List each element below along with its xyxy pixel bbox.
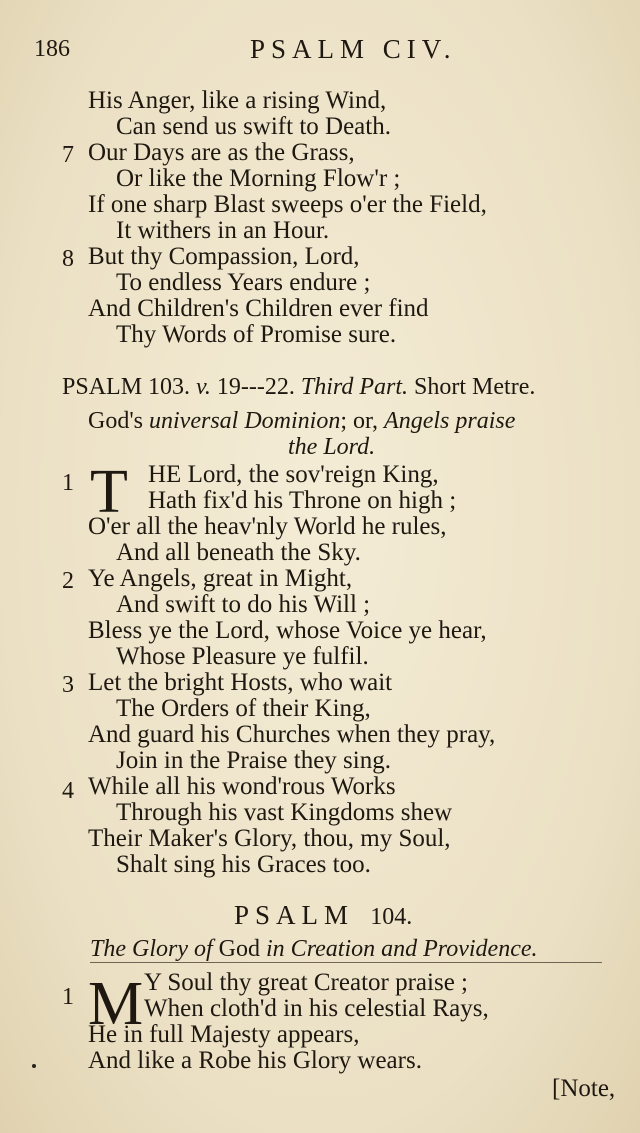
verse-line: When cloth'd in his celestial Rays,: [144, 995, 489, 1022]
subtitle-part: Angels praise: [384, 408, 516, 434]
verse-line: And like a Robe his Glory wears.: [88, 1047, 422, 1074]
verse-number: 1: [62, 984, 74, 1010]
psalm-subtitle: [90, 936, 538, 962]
psalm-subtitle: [88, 408, 515, 434]
verse-line: Hath fix'd his Throne on high ;: [148, 487, 457, 514]
verse-line: Ye Angels, great in Might,: [88, 565, 353, 592]
verse-line: O'er all the heav'nly World he rules,: [88, 513, 447, 540]
verse-line: The Orders of their King,: [116, 695, 371, 722]
verse-line: But thy Compassion, Lord,: [88, 243, 360, 270]
psalm-heading-label: PSALM 103.: [62, 374, 191, 400]
drop-cap: M: [88, 970, 144, 1038]
verse-line: Or like the Morning Flow'r ;: [116, 165, 401, 192]
verse-line: He in full Majesty appears,: [88, 1021, 360, 1048]
subtitle-underline: [90, 962, 602, 963]
psalm-heading-number: 104.: [370, 904, 413, 930]
verse-line: And swift to do his Will ;: [116, 591, 371, 618]
ink-speck: [32, 1064, 36, 1068]
subtitle-part: in Creation and Providence.: [266, 936, 538, 962]
verse-number: 7: [62, 142, 74, 168]
psalm-heading-range: 19---22.: [216, 374, 295, 400]
verse-line: Thy Words of Promise sure.: [116, 321, 397, 348]
drop-cap: T: [90, 458, 128, 526]
verse-number: 4: [62, 778, 74, 804]
psalm-heading: [62, 374, 535, 400]
subtitle-part: The Glory of: [90, 936, 213, 962]
psalm-heading-metre: Short Metre.: [414, 374, 536, 400]
verse-line: And guard his Churches when they pray,: [88, 721, 496, 748]
verse-line: Y Soul thy great Creator praise ;: [144, 969, 468, 996]
verse-line: Through his vast Kingdoms shew: [116, 799, 453, 826]
verse-line: To endless Years endure ;: [116, 269, 371, 296]
psalm-heading-part: Third Part.: [300, 374, 409, 400]
subtitle-part: universal Dominion: [149, 408, 341, 434]
verse-number: 2: [62, 568, 74, 594]
subtitle-part: ; or,: [340, 408, 379, 434]
psalm-heading: [234, 902, 412, 930]
verse-line: If one sharp Blast sweeps o'er the Field,: [88, 191, 487, 218]
verse-line: Bless ye the Lord, whose Voice ye hear,: [88, 617, 487, 644]
verse-line: Join in the Praise they sing.: [116, 747, 391, 774]
verse-line: Shalt sing his Graces too.: [116, 851, 371, 878]
verse-number: 8: [62, 246, 74, 272]
verse-line: And all beneath the Sky.: [116, 539, 361, 566]
psalm-heading-label: PSALM: [234, 900, 355, 930]
verse-number: 1: [62, 470, 74, 496]
verse-line: Our Days are as the Grass,: [88, 139, 355, 166]
psalm-subtitle-cont: the Lord.: [288, 434, 376, 460]
verse-line: Let the bright Hosts, who wait: [88, 669, 393, 696]
verse-line: And Children's Children ever find: [88, 295, 429, 322]
verse-line: HE Lord, the sov'reign King,: [148, 461, 439, 488]
verse-line: His Anger, like a rising Wind,: [88, 87, 387, 114]
verse-line: Their Maker's Glory, thou, my Soul,: [88, 825, 451, 852]
verse-line: It withers in an Hour.: [116, 217, 330, 244]
subtitle-part: God: [218, 936, 261, 962]
catchword: [Note,: [552, 1075, 616, 1102]
verse-line: Can send us swift to Death.: [116, 113, 391, 140]
verse-line: While all his wond'rous Works: [88, 773, 396, 800]
subtitle-part: God's: [88, 408, 143, 434]
page-number: 186: [34, 36, 70, 62]
verse-line: Whose Pleasure ye fulfil.: [116, 643, 369, 670]
verse-number: 3: [62, 672, 74, 698]
running-title: PSALM CIV.: [250, 34, 457, 64]
psalm-heading-v: v.: [196, 374, 211, 400]
